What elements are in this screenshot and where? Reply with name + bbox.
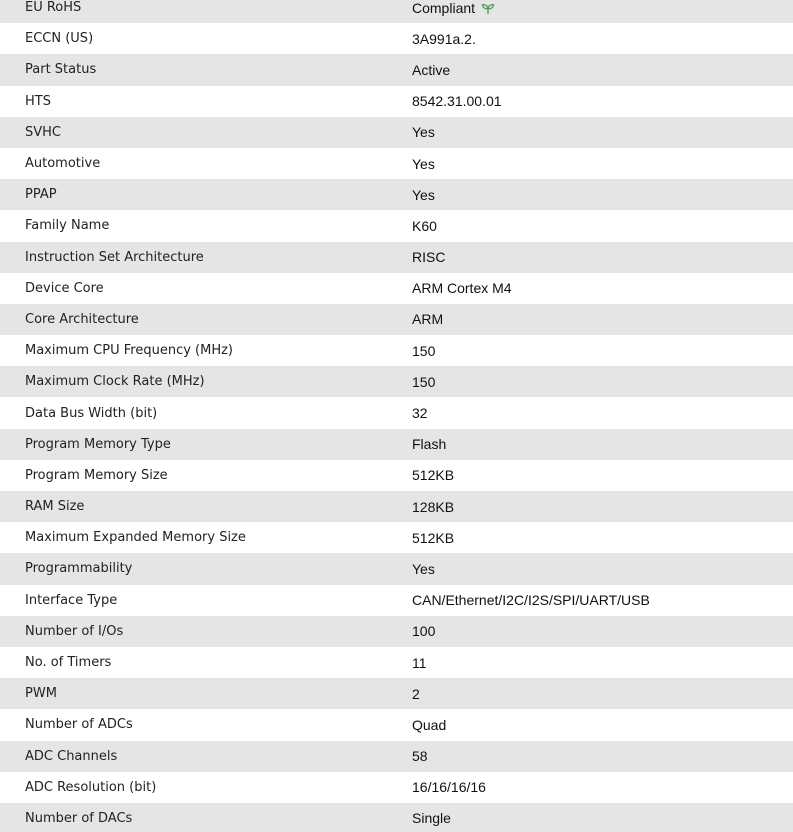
spec-row-ram-size <box>0 491 793 522</box>
spec-value: Quad <box>412 716 447 733</box>
spec-value: 150 <box>412 373 436 390</box>
spec-label: Interface Type <box>25 592 118 608</box>
spec-row-timers <box>0 647 793 678</box>
spec-value: K60 <box>412 217 437 234</box>
spec-label: ADC Resolution (bit) <box>25 779 157 795</box>
spec-row-eu-rohs <box>0 0 793 23</box>
spec-row-max-cpu-frequency <box>0 335 793 366</box>
spec-row-number-of-dacs <box>0 803 793 832</box>
spec-value: 32 <box>412 405 428 422</box>
spec-row-ppap <box>0 179 793 210</box>
spec-label: Number of I/Os <box>25 623 124 639</box>
spec-row-eccn <box>0 23 793 54</box>
spec-value: Single <box>412 810 451 827</box>
spec-row-programmability <box>0 553 793 584</box>
spec-label: Data Bus Width (bit) <box>25 405 158 421</box>
spec-row-device-core <box>0 273 793 304</box>
spec-value: 58 <box>412 748 428 765</box>
spec-label: Device Core <box>25 280 104 296</box>
spec-row-family-name <box>0 210 793 241</box>
spec-row-pwm <box>0 678 793 709</box>
spec-value: ARM Cortex M4 <box>412 280 512 297</box>
spec-row-core-architecture <box>0 304 793 335</box>
spec-value: 11 <box>412 654 427 671</box>
spec-value: Yes <box>412 186 435 203</box>
spec-value: ARM <box>412 311 444 328</box>
spec-value: Compliant <box>412 0 476 16</box>
spec-row-program-memory-type <box>0 429 793 460</box>
spec-label: Maximum CPU Frequency (MHz) <box>25 343 233 359</box>
spec-label: ADC Channels <box>25 748 118 764</box>
spec-label: PPAP <box>25 187 57 203</box>
spec-row-interface-type <box>0 585 793 616</box>
spec-label: RAM Size <box>25 499 85 515</box>
spec-row-number-of-adcs <box>0 709 793 740</box>
spec-value: Yes <box>412 560 435 577</box>
leaf-icon <box>481 2 495 14</box>
spec-label: Maximum Expanded Memory Size <box>25 530 246 546</box>
spec-value: 3A991a.2. <box>412 30 476 47</box>
spec-value: CAN/Ethernet/I2C/I2S/SPI/UART/USB <box>412 592 650 609</box>
spec-label: SVHC <box>25 124 61 140</box>
spec-row-max-clock-rate <box>0 366 793 397</box>
spec-value: RISC <box>412 249 446 266</box>
spec-label: Automotive <box>25 156 101 172</box>
spec-value: 8542.31.00.01 <box>412 93 502 110</box>
spec-value: 150 <box>412 342 436 359</box>
spec-label: Programmability <box>25 561 133 577</box>
spec-label: No. of Timers <box>25 655 112 671</box>
spec-row-data-bus-width <box>0 397 793 428</box>
spec-value: 512KB <box>412 467 455 484</box>
spec-value: 512KB <box>412 529 455 546</box>
spec-label: HTS <box>25 93 51 109</box>
spec-label: Part Status <box>25 62 97 78</box>
spec-row-adc-resolution <box>0 772 793 803</box>
spec-label: PWM <box>25 686 57 702</box>
spec-label: EU RoHS <box>25 0 82 16</box>
spec-label: Program Memory Type <box>25 436 171 452</box>
spec-row-program-memory-size <box>0 460 793 491</box>
spec-label: Maximum Clock Rate (MHz) <box>25 374 205 390</box>
spec-value: 100 <box>412 623 436 640</box>
spec-row-max-expanded-memory <box>0 522 793 553</box>
spec-value: 16/16/16/16 <box>412 779 486 796</box>
spec-row-svhc <box>0 117 793 148</box>
spec-row-instruction-set <box>0 242 793 273</box>
spec-row-number-of-ios <box>0 616 793 647</box>
spec-value-wrap <box>388 0 793 16</box>
spec-label: Number of ADCs <box>25 717 133 733</box>
spec-value: 128KB <box>412 498 455 515</box>
spec-label: ECCN (US) <box>25 31 94 47</box>
spec-value: Active <box>412 61 451 78</box>
spec-row-automotive <box>0 148 793 179</box>
spec-value: 2 <box>412 685 420 702</box>
spec-label: Program Memory Size <box>25 467 168 483</box>
spec-value: Flash <box>412 436 447 453</box>
spec-label: Number of DACs <box>25 810 133 826</box>
spec-value: Yes <box>412 124 435 141</box>
spec-row-adc-channels <box>0 741 793 772</box>
spec-label: Family Name <box>25 218 110 234</box>
spec-row-part-status <box>0 54 793 85</box>
spec-label: Instruction Set Architecture <box>25 249 204 265</box>
spec-label: Core Architecture <box>25 311 139 327</box>
spec-row-hts <box>0 86 793 117</box>
spec-value: Yes <box>412 155 435 172</box>
